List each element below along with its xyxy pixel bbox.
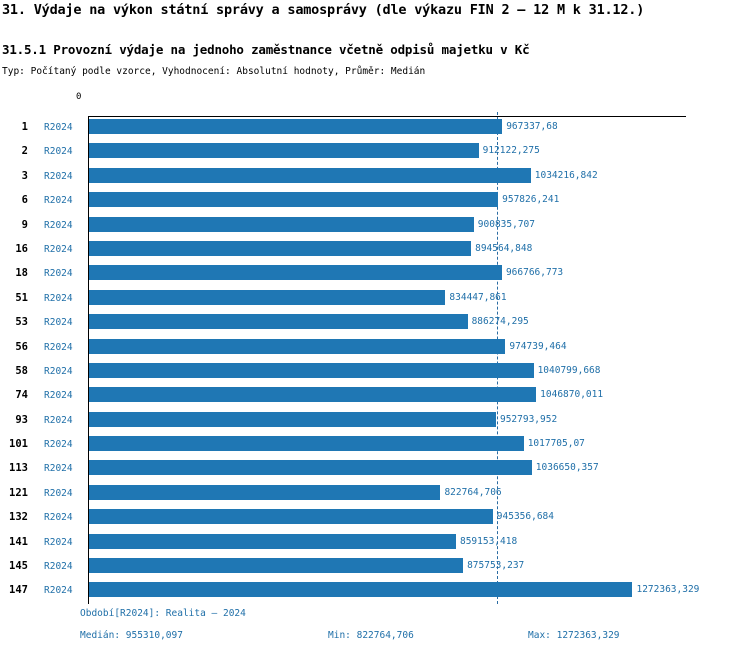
bar-row-label: R2024 — [44, 268, 73, 280]
chart-footer — [0, 606, 750, 654]
bar-value-label: 952793,952 — [499, 413, 558, 425]
bar-row-index: 56 — [15, 340, 28, 353]
bar-row-label: R2024 — [44, 219, 73, 231]
bar — [89, 119, 502, 134]
bar-row-index: 18 — [15, 267, 28, 280]
bar-row — [0, 579, 750, 603]
bar-value-label: 1036650,357 — [535, 462, 599, 474]
bar — [89, 534, 456, 549]
bar — [89, 412, 496, 427]
bar-row — [0, 433, 750, 457]
bar-value-label: 912122,275 — [482, 145, 540, 157]
bar-row-label: R2024 — [44, 536, 73, 548]
footer-max: Max: 1272363,329 — [528, 630, 620, 641]
bar-row-index: 53 — [15, 316, 28, 329]
bar-row-label: R2024 — [44, 512, 73, 524]
bar-row — [0, 140, 750, 164]
bar-value-label: 967337,68 — [506, 121, 558, 132]
bar-value-label: 900835,707 — [477, 218, 535, 230]
bar-rows — [0, 116, 750, 604]
bar-row-index: 58 — [15, 364, 28, 377]
bar — [89, 460, 532, 475]
bar — [89, 217, 474, 232]
bar-value-label: 1046870,011 — [540, 389, 604, 401]
bar-row-index: 2 — [21, 145, 28, 158]
bar-row-label: R2024 — [44, 390, 73, 402]
bar-row-index: 132 — [9, 511, 28, 524]
bar — [89, 241, 471, 256]
bar-value-label: 834447,861 — [449, 291, 507, 303]
chart-subtitle: 31.5.1 Provozní výdaje na jednoho zaměstnance včetně odpisů majetku v Kč — [2, 42, 530, 57]
bar-row — [0, 360, 750, 384]
bar-row-label: R2024 — [44, 365, 73, 377]
bar-row-index: 1 — [21, 121, 28, 133]
bar-row-label: R2024 — [44, 463, 73, 475]
bar-row — [0, 555, 750, 579]
bar-row-index: 141 — [9, 535, 28, 548]
bar-row — [0, 311, 750, 335]
bar-value-label: 1272363,329 — [636, 584, 700, 596]
bar-row — [0, 214, 750, 238]
bar-value-label: 822764,706 — [444, 486, 502, 498]
bar-row — [0, 165, 750, 189]
bar-value-label: 945356,684 — [496, 511, 554, 523]
bar-value-label: 966766,773 — [505, 267, 564, 279]
bar-row — [0, 506, 750, 530]
bar-value-label: 1017705,07 — [527, 438, 585, 450]
bar-row-index: 145 — [9, 560, 28, 573]
bar — [89, 582, 632, 597]
bar — [89, 290, 445, 305]
bar-row-index: 9 — [21, 218, 28, 231]
bar-row-index: 3 — [21, 169, 28, 182]
bar-row — [0, 457, 750, 481]
bar-row-label: R2024 — [44, 122, 73, 133]
bar-row-index: 101 — [9, 438, 28, 451]
bar-value-label: 1040799,668 — [537, 364, 601, 376]
bar-row-index: 121 — [9, 486, 28, 499]
bar-row — [0, 262, 750, 286]
bar — [89, 339, 505, 354]
bar-value-label: 894564,848 — [475, 242, 533, 254]
bar-row — [0, 531, 750, 555]
bar-row-label: R2024 — [44, 146, 73, 158]
footer-median: Medián: 955310,097 — [80, 630, 183, 641]
bar — [89, 265, 502, 280]
bar — [89, 436, 524, 451]
x-axis-tick-zero: 0 — [76, 92, 82, 102]
bar-row-label: R2024 — [44, 561, 73, 573]
bar — [89, 509, 493, 524]
bar-value-label: 1034216,842 — [534, 169, 598, 181]
bar-row-index: 74 — [15, 389, 28, 402]
bar-row — [0, 409, 750, 433]
bar-row-index: 6 — [21, 194, 28, 207]
bar-row — [0, 189, 750, 213]
footer-min: Min: 822764,706 — [328, 630, 414, 641]
bar-value-label: 974739,464 — [509, 340, 567, 352]
bar-row — [0, 384, 750, 408]
bar-chart — [0, 92, 750, 604]
bar-value-label: 875753,237 — [467, 560, 525, 572]
bar-row-label: R2024 — [44, 170, 73, 182]
bar-row-index: 51 — [15, 291, 28, 304]
bar-value-label: 886274,295 — [471, 316, 529, 328]
bar — [89, 363, 534, 378]
bar-row — [0, 482, 750, 506]
bar-row-label: R2024 — [44, 585, 73, 597]
bar-row-index: 113 — [9, 462, 28, 475]
bar-row-label: R2024 — [44, 487, 73, 499]
bar-row — [0, 287, 750, 311]
bar-row-index: 147 — [9, 584, 28, 597]
bar-row-label: R2024 — [44, 317, 73, 329]
bar — [89, 143, 479, 158]
bar-row-label: R2024 — [44, 341, 73, 353]
bar-row — [0, 238, 750, 262]
bar — [89, 558, 463, 573]
bar-row-label: R2024 — [44, 243, 73, 255]
bar-row-label: R2024 — [44, 414, 73, 426]
bar — [89, 314, 468, 329]
bar — [89, 387, 536, 402]
bar-row-label: R2024 — [44, 292, 73, 304]
bar-row — [0, 336, 750, 360]
bar-row-index: 93 — [15, 413, 28, 426]
bar-row — [0, 116, 750, 140]
bar-row-label: R2024 — [44, 439, 73, 451]
bar — [89, 192, 498, 207]
bar-row-index: 16 — [15, 242, 28, 255]
page-title: 31. Výdaje na výkon státní správy a samosprávy (dle výkazu FIN 2 – 12 M k 31.12.) — [2, 2, 645, 18]
bar-row-label: R2024 — [44, 195, 73, 207]
bar-value-label: 859153,418 — [459, 535, 518, 547]
bar — [89, 168, 531, 183]
footer-period: Období[R2024]: Realita – 2024 — [80, 608, 246, 619]
bar-value-label: 957826,241 — [502, 194, 560, 206]
chart-meta: Typ: Počítaný podle vzorce, Vyhodnocení: Absolutní hodnoty, Průměr: Medián — [2, 66, 426, 77]
bar — [89, 485, 440, 500]
